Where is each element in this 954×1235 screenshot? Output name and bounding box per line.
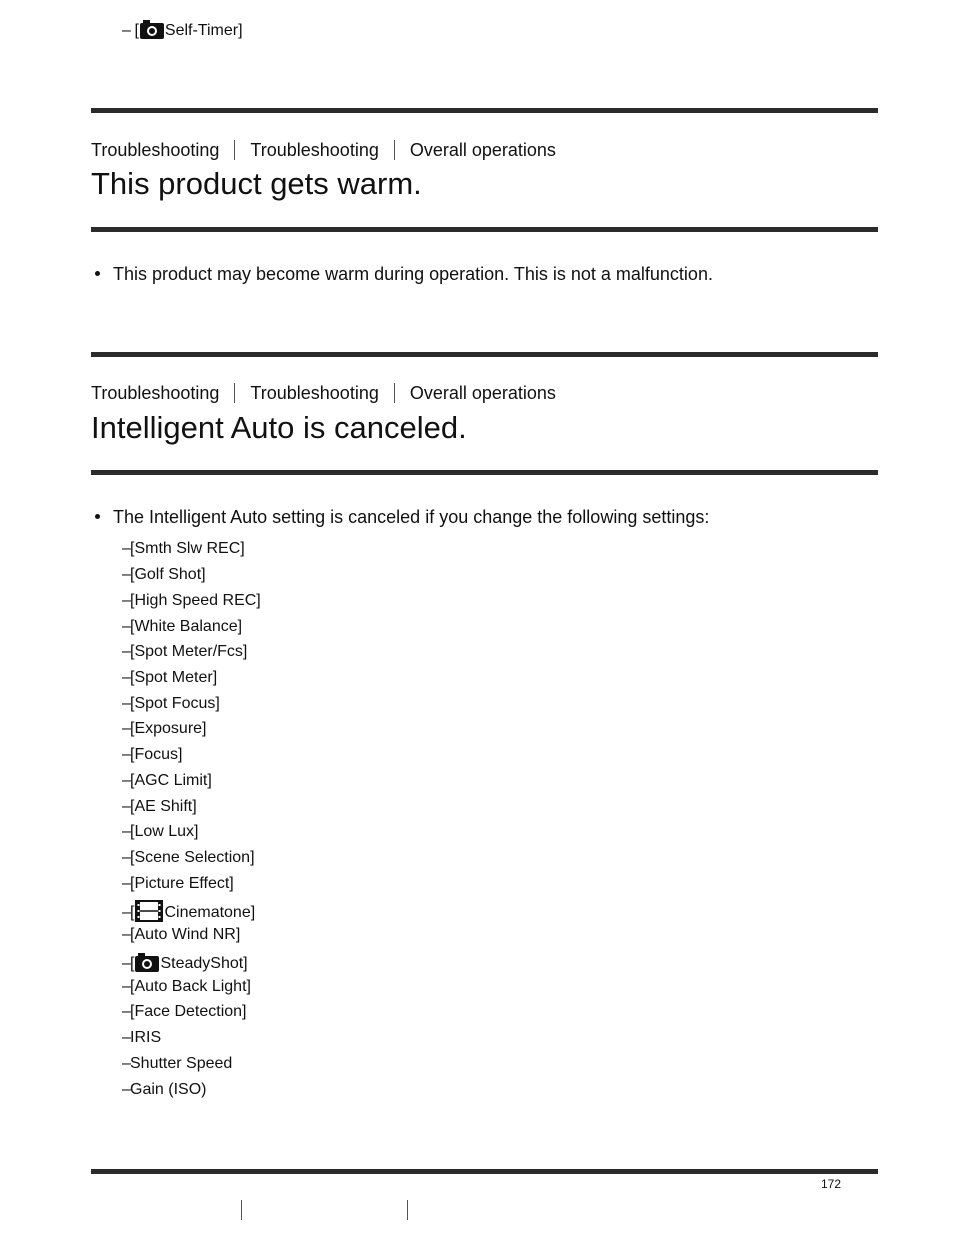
- list-item-label: [Exposure]: [130, 720, 207, 737]
- bullet-item: [95, 263, 713, 285]
- dash: –: [122, 823, 131, 840]
- list-item-label: IRIS: [130, 1029, 162, 1046]
- list-item-label: [Smth Slw REC]: [130, 540, 245, 557]
- list-item-label: [Spot Meter]: [130, 669, 218, 686]
- bracket-open: [: [130, 904, 135, 921]
- breadcrumb: [91, 382, 556, 404]
- list-item: [122, 1028, 161, 1048]
- list-item: [122, 1080, 206, 1100]
- dash: –: [122, 926, 131, 943]
- breadcrumb-separator: [234, 383, 235, 403]
- dash: –: [122, 955, 131, 972]
- breadcrumb-item[interactable]: Overall operations: [409, 140, 556, 160]
- section-divider: [91, 470, 878, 475]
- list-item: [122, 900, 255, 928]
- dash: –: [122, 904, 131, 921]
- list-item-self-timer: [122, 18, 243, 46]
- list-item-label: Cinematone]: [164, 904, 256, 921]
- list-item-label: [AGC Limit]: [130, 772, 212, 789]
- breadcrumb-separator: [394, 383, 395, 403]
- breadcrumb-separator: [407, 1200, 408, 1220]
- list-item-label: [White Balance]: [130, 618, 243, 635]
- list-item: [122, 668, 217, 688]
- dash: –: [122, 875, 131, 892]
- list-item: [122, 642, 247, 662]
- breadcrumb-item[interactable]: Troubleshooting: [250, 140, 379, 160]
- breadcrumb-item[interactable]: Overall operations: [409, 383, 556, 403]
- breadcrumb-separator: [234, 140, 235, 160]
- dash: –: [122, 772, 131, 789]
- dash: –: [122, 746, 131, 763]
- bullet-dot: [95, 271, 100, 276]
- list-item: [122, 591, 261, 611]
- bullet-item: [95, 506, 709, 528]
- dash: –: [122, 849, 131, 866]
- dash: –: [122, 695, 131, 712]
- bullet-dot: [95, 514, 100, 519]
- film-strip-icon: [134, 900, 164, 928]
- bullet-text: This product may become warm during operation. This is not a malfunction.: [113, 264, 713, 284]
- list-item-label: [High Speed REC]: [130, 592, 261, 609]
- list-item: [122, 848, 255, 868]
- list-item-label: [Face Detection]: [130, 1003, 247, 1020]
- breadcrumb-separator: [241, 1200, 242, 1220]
- dash: –: [122, 618, 131, 635]
- list-item-label: Self-Timer]: [164, 22, 243, 39]
- list-item-label: [Spot Focus]: [130, 695, 220, 712]
- list-item-label: Gain (ISO): [130, 1081, 207, 1098]
- dash: –: [122, 798, 131, 815]
- breadcrumb-item[interactable]: Troubleshooting: [250, 383, 379, 403]
- dash: –: [122, 22, 131, 39]
- list-item: [122, 797, 197, 817]
- list-item: [122, 925, 240, 945]
- page-title: Intelligent Auto is canceled.: [91, 410, 467, 445]
- list-item-label: [Picture Effect]: [130, 875, 234, 892]
- dash: –: [122, 540, 131, 557]
- bracket-open: [: [134, 22, 139, 39]
- list-item: [122, 539, 245, 559]
- list-item: [122, 977, 251, 997]
- list-item-label: [Golf Shot]: [130, 566, 206, 583]
- dash: –: [122, 978, 131, 995]
- list-item: [122, 694, 220, 714]
- list-item-label: [Low Lux]: [130, 823, 199, 840]
- bullet-text: The Intelligent Auto setting is canceled if you change the following settings:: [113, 507, 710, 527]
- list-item: [122, 951, 248, 979]
- list-item-label: [Scene Selection]: [130, 849, 255, 866]
- list-item: [122, 719, 206, 739]
- breadcrumb-item[interactable]: Troubleshooting: [91, 140, 220, 160]
- list-item: [122, 565, 206, 585]
- list-item: [122, 745, 182, 765]
- dash: –: [122, 669, 131, 686]
- list-item-label: Shutter Speed: [130, 1055, 233, 1072]
- section-divider: [91, 352, 878, 357]
- dash: –: [122, 643, 131, 660]
- list-item-label: [Auto Wind NR]: [130, 926, 241, 943]
- list-item: [122, 822, 198, 842]
- camera-icon: [134, 951, 160, 979]
- page-title: This product gets warm.: [91, 166, 422, 201]
- list-item: [122, 1002, 247, 1022]
- breadcrumb-separator: [394, 140, 395, 160]
- section-divider: [91, 227, 878, 232]
- page-number: 172: [821, 1177, 842, 1191]
- list-item-label: [AE Shift]: [130, 798, 197, 815]
- dash: –: [122, 1029, 131, 1046]
- section-divider: [91, 108, 878, 113]
- dash: –: [122, 720, 131, 737]
- list-item-label: [Spot Meter/Fcs]: [130, 643, 248, 660]
- breadcrumb: [91, 139, 556, 161]
- list-item: [122, 771, 212, 791]
- list-item-label: [Auto Back Light]: [130, 978, 251, 995]
- dash: –: [122, 1081, 131, 1098]
- list-item-label: SteadyShot]: [160, 955, 248, 972]
- list-item-label: [Focus]: [130, 746, 183, 763]
- dash: –: [122, 592, 131, 609]
- camera-icon: [139, 18, 165, 46]
- dash: –: [122, 566, 131, 583]
- list-item: [122, 617, 242, 637]
- bracket-open: [: [130, 955, 135, 972]
- dash: –: [122, 1055, 131, 1072]
- footer-divider: [91, 1169, 878, 1174]
- breadcrumb-item[interactable]: Troubleshooting: [91, 383, 220, 403]
- list-item: [122, 1054, 232, 1074]
- dash: –: [122, 1003, 131, 1020]
- list-item: [122, 874, 234, 894]
